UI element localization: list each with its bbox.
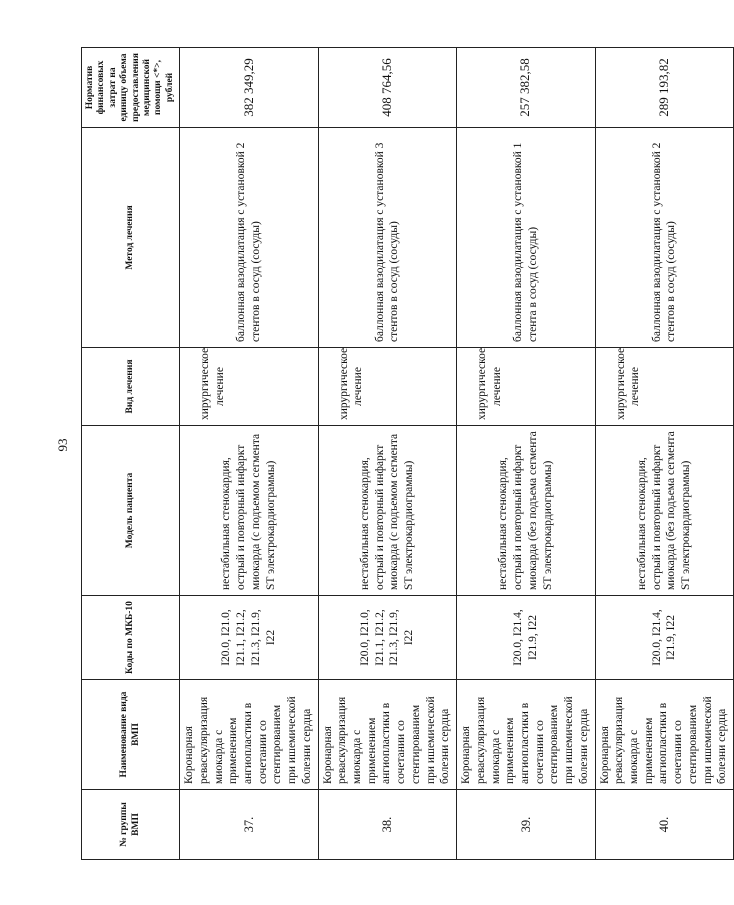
cell-group-no: 39. bbox=[457, 790, 595, 860]
header-treatment-type: Вид лечения bbox=[82, 348, 180, 426]
cell-cost-norm: 289 193,82 bbox=[595, 48, 733, 128]
cell-cost-norm: 257 382,58 bbox=[457, 48, 595, 128]
cell-group-no: 37. bbox=[180, 790, 318, 860]
cell-group-no: 40. bbox=[595, 790, 733, 860]
cell-treatment-type: хирургическое лечение bbox=[457, 348, 595, 426]
cell-vmp-name: Коронарная реваскуляризация миокарда с применением ангиопластики в сочетании со стентированием при ишемической болезни сердца bbox=[595, 680, 733, 790]
header-vmp-name: Наименование вида ВМП bbox=[82, 680, 180, 790]
header-mkb-codes: Коды по МКБ-10 bbox=[82, 596, 180, 680]
table-row bbox=[318, 48, 456, 860]
header-group-no: № группы ВМП bbox=[82, 790, 180, 860]
cell-treatment-type: хирургическое лечение bbox=[180, 348, 318, 426]
cell-treatment-method: баллонная вазодилатация с установкой 1 стента в сосуд (сосуды) bbox=[457, 128, 595, 348]
table-header-row bbox=[82, 48, 180, 860]
header-cost-norm: Норматив финансовых затрат на единицу объема предоставления медицинской помощи <*>, рублей bbox=[82, 48, 180, 128]
cell-patient-model: нестабильная стенокардия, острый и повторный инфаркт миокарда (с подъемом сегмента ST электрокардиограммы) bbox=[180, 426, 318, 596]
rotated-table-container bbox=[81, 48, 729, 860]
cell-vmp-name: Коронарная реваскуляризация миокарда с применением ангиопластики в сочетании со стентированием при ишемической болезни сердца bbox=[457, 680, 595, 790]
table-row bbox=[595, 48, 733, 860]
cell-treatment-method: баллонная вазодилатация с установкой 2 стентов в сосуд (сосуды) bbox=[180, 128, 318, 348]
cell-vmp-name: Коронарная реваскуляризация миокарда с применением ангиопластики в сочетании со стентированием при ишемической болезни сердца bbox=[318, 680, 456, 790]
cell-mkb-codes: I20.0, I21.0, I21.1, I21.2, I21.3, I21.9, I22 bbox=[318, 596, 456, 680]
cell-mkb-codes: I20.0, I21.0, I21.1, I21.2, I21.3, I21.9, I22 bbox=[180, 596, 318, 680]
cell-patient-model: нестабильная стенокардия, острый и повторный инфаркт миокарда (без подъема сегмента ST электрокардиограммы) bbox=[457, 426, 595, 596]
cell-mkb-codes: I20.0, I21.4, I21.9, I22 bbox=[457, 596, 595, 680]
cell-treatment-method: баллонная вазодилатация с установкой 2 стентов в сосуд (сосуды) bbox=[595, 128, 733, 348]
cell-group-no: 38. bbox=[318, 790, 456, 860]
vmp-cost-table bbox=[81, 47, 734, 860]
cell-mkb-codes: I20.0, I21.4, I21.9, I22 bbox=[595, 596, 733, 680]
cell-treatment-type: хирургическое лечение bbox=[318, 348, 456, 426]
cell-vmp-name: Коронарная реваскуляризация миокарда с применением ангиопластики в сочетании со стентированием при ишемической болезни сердца bbox=[180, 680, 318, 790]
cell-treatment-type: хирургическое лечение bbox=[595, 348, 733, 426]
cell-patient-model: нестабильная стенокардия, острый и повторный инфаркт миокарда (с подъемом сегмента ST электрокардиограммы) bbox=[318, 426, 456, 596]
header-patient-model: Модель пациента bbox=[82, 426, 180, 596]
cell-patient-model: нестабильная стенокардия, острый и повторный инфаркт миокарда (без подъема сегмента ST электрокардиограммы) bbox=[595, 426, 733, 596]
header-treatment-method: Метод лечения bbox=[82, 128, 180, 348]
table-row bbox=[457, 48, 595, 860]
cell-cost-norm: 382 349,29 bbox=[180, 48, 318, 128]
cell-treatment-method: баллонная вазодилатация с установкой 3 стентов в сосуд (сосуды) bbox=[318, 128, 456, 348]
page-number: 93 bbox=[55, 438, 70, 452]
cell-cost-norm: 408 764,56 bbox=[318, 48, 456, 128]
table-row bbox=[180, 48, 318, 860]
